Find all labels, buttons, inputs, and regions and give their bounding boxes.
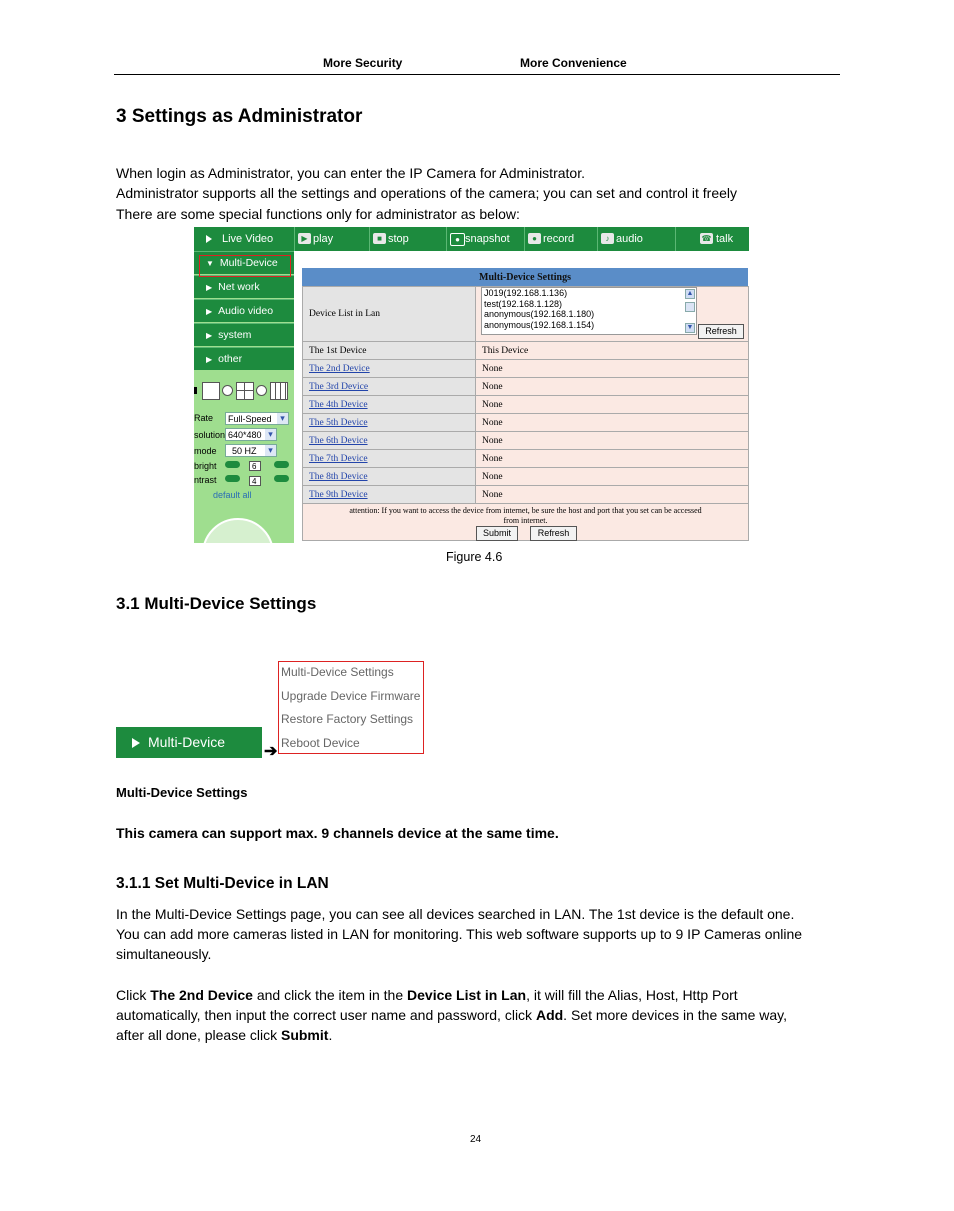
toolbar bbox=[194, 227, 749, 251]
device-value: None bbox=[476, 486, 749, 504]
multi-device-button[interactable] bbox=[116, 727, 262, 758]
bright-value: 6 bbox=[249, 461, 261, 471]
attention-cell bbox=[303, 504, 749, 541]
toolbar-record[interactable]: ● record bbox=[524, 227, 597, 251]
table-row bbox=[303, 360, 749, 378]
device-value: None bbox=[476, 450, 749, 468]
sidebar-item-multi-device[interactable]: ▼ Multi-Device bbox=[194, 251, 294, 274]
mode-label: mode bbox=[194, 446, 217, 456]
device-link[interactable]: The 3rd Device bbox=[303, 378, 476, 396]
bright-minus-button[interactable] bbox=[225, 461, 240, 468]
list-item[interactable]: J019(192.168.1.136) bbox=[484, 288, 568, 298]
sidebar-item-network[interactable]: ▶ Net work bbox=[194, 275, 294, 298]
audio-icon: ♪ bbox=[601, 233, 614, 244]
multi-device-button-label: Multi-Device bbox=[148, 734, 226, 750]
menu-item-restore-factory[interactable]: Restore Factory Settings bbox=[281, 712, 414, 726]
menu-item-reboot-device[interactable]: Reboot Device bbox=[281, 736, 360, 750]
refresh-list-button[interactable]: Refresh bbox=[698, 324, 744, 339]
device-value: None bbox=[476, 378, 749, 396]
device-name: The 1st Device bbox=[303, 342, 476, 360]
device-list-scrollbar[interactable] bbox=[685, 289, 695, 333]
header-left: More Security bbox=[323, 56, 403, 70]
triangle-icon bbox=[206, 235, 212, 243]
table-row bbox=[303, 486, 749, 504]
stop-icon: ■ bbox=[373, 233, 386, 244]
figure-multi-device-screenshot bbox=[194, 227, 749, 543]
toolbar-stop[interactable]: ■ stop bbox=[369, 227, 446, 251]
scroll-up-icon[interactable]: ▲ bbox=[686, 290, 694, 297]
toolbar-audio[interactable]: ♪ audio bbox=[597, 227, 675, 251]
table-row bbox=[303, 450, 749, 468]
play-icon: ▶ bbox=[298, 233, 311, 244]
device-value: None bbox=[476, 432, 749, 450]
para2-line-2: automatically, then input the correct user name and password, click Add. Set more devices in the same way, bbox=[116, 1007, 788, 1023]
arrow-right-icon: ➔ bbox=[264, 743, 278, 760]
device-link[interactable]: The 4th Device bbox=[303, 396, 476, 414]
multi-device-highlight bbox=[199, 255, 291, 277]
toolbar-live-video[interactable]: Live Video bbox=[194, 227, 294, 251]
device-list-box[interactable] bbox=[481, 287, 697, 335]
nine-view-icon[interactable] bbox=[270, 382, 288, 400]
multi-device-menu bbox=[278, 661, 424, 754]
section-heading-3-1-1: 3.1.1 Set Multi-Device in LAN bbox=[116, 875, 329, 892]
sidebar-item-other[interactable]: ▶ other bbox=[194, 347, 294, 370]
scroll-thumb[interactable] bbox=[685, 302, 695, 312]
talk-icon: ☎ bbox=[701, 234, 712, 243]
intro-line-1: When login as Administrator, you can enter the IP Camera for Administrator. bbox=[116, 165, 585, 181]
resolution-select[interactable]: 640*480 ▾ bbox=[225, 428, 277, 441]
table-row bbox=[303, 414, 749, 432]
device-link[interactable]: The 9th Device bbox=[303, 486, 476, 504]
table-row bbox=[303, 432, 749, 450]
device-value: None bbox=[476, 414, 749, 432]
menu-item-upgrade-firmware[interactable]: Upgrade Device Firmware bbox=[281, 689, 421, 703]
table-row bbox=[303, 396, 749, 414]
attention-text-1: attention: If you want to access the device from internet, be sure the host and port that you set can be accessed bbox=[349, 506, 702, 515]
radio-fragment bbox=[194, 387, 197, 394]
figure-caption: Figure 4.6 bbox=[446, 550, 503, 564]
single-view-icon[interactable] bbox=[202, 382, 220, 400]
view-radio-2[interactable] bbox=[256, 385, 267, 396]
para2-line-1: Click The 2nd Device and click the item in the Device List in Lan, it will fill the Alias, Host, Http Port bbox=[116, 987, 738, 1003]
device-value: This Device bbox=[476, 342, 749, 360]
submit-button[interactable]: Submit bbox=[476, 526, 518, 541]
sidebar-item-audio-video[interactable]: ▶ Audio video bbox=[194, 299, 294, 322]
list-item[interactable]: anonymous(192.168.1.180) bbox=[484, 309, 595, 319]
rate-label: Rate bbox=[194, 413, 214, 423]
contrast-plus-button[interactable] bbox=[274, 475, 289, 482]
device-link[interactable]: The 8th Device bbox=[303, 468, 476, 486]
device-list-label: Device List in Lan bbox=[303, 287, 476, 342]
triangle-icon bbox=[132, 738, 140, 748]
rate-select[interactable]: Full-Speed ▾ bbox=[225, 412, 289, 425]
device-link[interactable]: The 7th Device bbox=[303, 450, 476, 468]
resolution-label: solution bbox=[194, 430, 226, 440]
device-value: None bbox=[476, 360, 749, 378]
bright-label: bright bbox=[194, 461, 217, 471]
device-link[interactable]: The 2nd Device bbox=[303, 360, 476, 378]
panel-title: Multi-Device Settings bbox=[302, 268, 748, 286]
attention-text-2: from internet. bbox=[503, 516, 548, 525]
contrast-label: ntrast bbox=[194, 475, 217, 485]
para1-line-3: simultaneously. bbox=[116, 946, 212, 962]
sidebar-item-system[interactable]: ▶ system bbox=[194, 323, 294, 346]
label-multi-device-settings: Multi-Device Settings bbox=[116, 785, 248, 800]
device-value: None bbox=[476, 396, 749, 414]
mode-select[interactable]: 50 HZ ▾ bbox=[225, 444, 277, 457]
default-all-link[interactable]: default all bbox=[213, 490, 252, 500]
contrast-value: 4 bbox=[249, 476, 261, 486]
snapshot-icon: ● bbox=[450, 233, 465, 246]
para1-line-2: You can add more cameras listed in LAN for monitoring. This web software supports up to 9 IP Cameras online bbox=[116, 926, 803, 942]
refresh-button[interactable]: Refresh bbox=[530, 526, 577, 541]
table-row bbox=[303, 378, 749, 396]
toolbar-snapshot[interactable]: ● snapshot bbox=[446, 227, 524, 251]
header-right: More Convenience bbox=[520, 56, 627, 70]
section-heading-3-1: 3.1 Multi-Device Settings bbox=[116, 594, 317, 613]
menu-item-multi-device-settings[interactable]: Multi-Device Settings bbox=[281, 665, 394, 679]
header-divider bbox=[114, 74, 840, 75]
list-item[interactable]: test(192.168.1.128) bbox=[484, 298, 563, 309]
view-radio-1[interactable] bbox=[222, 385, 233, 396]
note-max-channels: This camera can support max. 9 channels device at the same time. bbox=[116, 825, 559, 841]
device-link[interactable]: The 6th Device bbox=[303, 432, 476, 450]
bright-plus-button[interactable] bbox=[274, 461, 289, 468]
list-item[interactable]: anonymous(192.168.1.154) bbox=[484, 319, 595, 330]
quad-view-icon[interactable] bbox=[236, 382, 254, 400]
para2-line-3: after all done, please click Submit. bbox=[116, 1027, 333, 1043]
page-number: 24 bbox=[470, 1134, 482, 1145]
device-link[interactable]: The 5th Device bbox=[303, 414, 476, 432]
device-value: None bbox=[476, 468, 749, 486]
table-row bbox=[303, 468, 749, 486]
section-heading-3: 3 Settings as Administrator bbox=[116, 106, 363, 127]
intro-line-3: There are some special functions only for administrator as below: bbox=[116, 206, 520, 222]
toolbar-talk[interactable]: ☎ talk bbox=[675, 227, 749, 251]
toolbar-play[interactable]: ▶ play bbox=[294, 227, 369, 251]
scroll-down-icon[interactable]: ▼ bbox=[686, 324, 694, 331]
table-row bbox=[303, 504, 749, 541]
intro-line-2: Administrator supports all the settings and operations of the camera; you can set and control it freely bbox=[116, 185, 737, 201]
para1-line-1: In the Multi-Device Settings page, you can see all devices searched in LAN. The 1st device is the default one. bbox=[116, 906, 795, 922]
table-row bbox=[303, 342, 749, 360]
record-icon: ● bbox=[528, 233, 541, 244]
contrast-minus-button[interactable] bbox=[225, 475, 240, 482]
